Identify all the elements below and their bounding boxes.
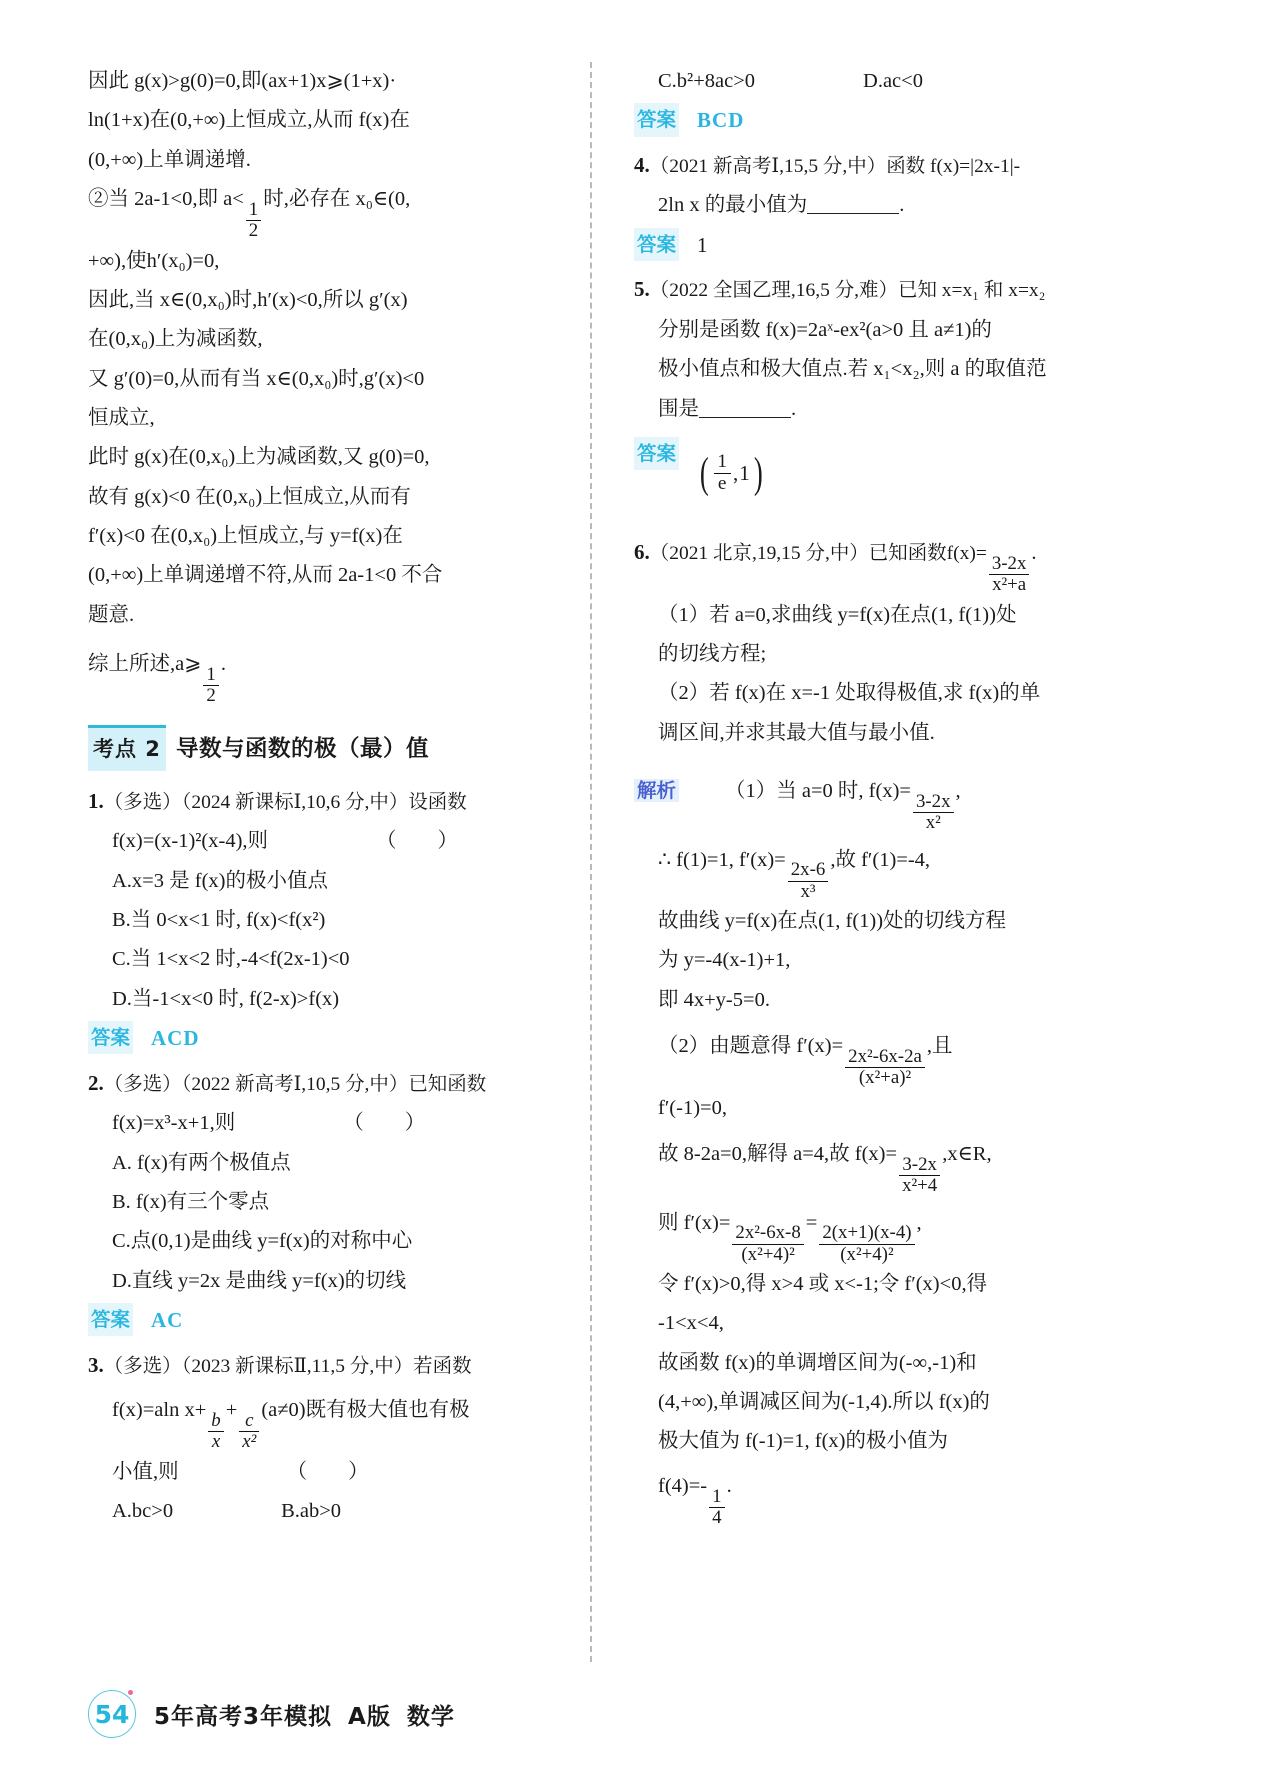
question-6-sub2: （2）若 f(x)在 x=-1 处取得极值,求 f(x)的单 xyxy=(658,682,1041,705)
fraction-one-fourth: $\frac{1}{4}$ xyxy=(709,1487,724,1529)
question-2-stem xyxy=(88,1104,558,1143)
right-paren: ) xyxy=(753,449,764,497)
question-1-option-b: B.当 0<x<1 时, f(x)<f(x²) xyxy=(112,909,326,932)
interval-tail: ,1 xyxy=(733,460,751,485)
stem-period: . xyxy=(899,194,905,217)
solution-line-s5: 即 4x+y-5=0. xyxy=(658,988,770,1011)
conclusion-prefix: 综上所述,a⩾ xyxy=(88,653,202,676)
question-number: 4. xyxy=(634,153,650,178)
solution-text-end: ,x∈R, xyxy=(942,1143,992,1165)
answer-value: AC xyxy=(151,1308,184,1333)
question-1-stem xyxy=(88,822,558,861)
solution-text: 故 8-2a=0,解得 a=4,故 f(x)= xyxy=(658,1143,898,1165)
question-6-source-line xyxy=(634,526,1104,596)
answer-label: 答案 xyxy=(634,228,679,261)
fraction-derivative-general: $\frac{\text{2x²-6x-2a}}{\text{(x²+a)²}}$ xyxy=(845,1047,925,1089)
solution-line: 此时 g(x)在(0,x₀)上为减函数,又 g(0)=0, xyxy=(88,446,430,469)
solution-line: 在(0,x₀)上为减函数, xyxy=(88,328,263,351)
answer-value: 1 xyxy=(697,232,709,257)
case2-prefix: ②当 2a-1<0,即 a< xyxy=(88,188,244,211)
solution-line: f′(x)<0 在(0,x₀)上恒成立,与 y=f(x)在 xyxy=(88,525,403,548)
question-6-sub1: （1）若 a=0,求曲线 y=f(x)在点(1, f(1))处 xyxy=(658,603,1017,626)
right-column xyxy=(614,62,1104,1662)
section-heading-kaodian-2 xyxy=(88,725,558,771)
conclusion-suffix: . xyxy=(220,653,226,676)
footer-text xyxy=(154,1698,455,1731)
source-suffix: . xyxy=(1031,542,1037,565)
question-6-sub1-cont: 的切线方程; xyxy=(658,642,767,665)
solution-text: f(4)=- xyxy=(658,1474,708,1497)
kaodian-title: 导数与函数的极（最）值 xyxy=(175,735,429,762)
question-5-line4 xyxy=(634,390,1104,429)
solution-line-s15 xyxy=(634,1462,1104,1529)
stem-plus: + xyxy=(225,1399,238,1422)
solution-line-s6 xyxy=(634,1020,1104,1089)
fraction-half: $\frac{1}{2}$ xyxy=(203,665,218,707)
question-5-line3: 极小值点和极大值点.若 x₁<x₂,则 a 的取值范 xyxy=(658,358,1047,381)
question-3-source-line xyxy=(88,1345,558,1386)
fill-in-blank[interactable] xyxy=(807,213,899,214)
answer-value: ACD xyxy=(151,1026,200,1051)
left-paren: ( xyxy=(699,449,710,497)
solution-line-s3: 故曲线 y=f(x)在点(1, f(1))处的切线方程 xyxy=(658,910,1007,933)
solution-text-end: . xyxy=(726,1474,732,1497)
question-source: （2021 北京,19,15 分,中）已知函数f(x)= xyxy=(649,543,987,565)
question-3-answer xyxy=(634,103,1104,139)
stem-text: 2ln x 的最小值为 xyxy=(658,194,808,217)
solution-line: 恒成立, xyxy=(88,407,155,430)
solution-line: 因此,当 x∈(0,x₀)时,h′(x)<0,所以 g′(x) xyxy=(88,288,408,311)
solution-line: (0,+∞)上单调递增. xyxy=(88,148,251,171)
book-title: 5年高考3年模拟 xyxy=(154,1703,333,1730)
solution-line: ln(1+x)在(0,+∞)上恒成立,从而 f(x)在 xyxy=(88,109,410,132)
solution-line-s12: 故函数 f(x)的单调增区间为(-∞,-1)和 xyxy=(658,1351,977,1374)
question-2-answer xyxy=(88,1303,558,1339)
fraction-3-2x-over-x2-plus-4: $\frac{3-2x}{\text{x²+4}}$ xyxy=(899,1155,940,1197)
fraction-2x-6-over-x3: $\frac{2x-6}{\text{x³}}$ xyxy=(788,860,829,902)
stem-period: . xyxy=(791,397,797,420)
solution-line: (0,+∞)上单调递增不符,从而 2a-1<0 不合 xyxy=(88,564,443,587)
stem-prefix: f(x)=aln x+ xyxy=(112,1399,207,1422)
solution-text-end: ,故 f′(1)=-4, xyxy=(830,848,931,871)
stem-text: f(x)=(x-1)²(x-4),则 xyxy=(112,830,269,853)
question-2-option-b: B. f(x)有三个零点 xyxy=(112,1190,270,1213)
book-edition: A版 xyxy=(348,1703,391,1730)
question-source: （多选）（2023 新课标Ⅱ,11,5 分,中）若函数 xyxy=(103,1355,472,1377)
question-5-answer xyxy=(634,437,1104,510)
solution-line-s7: f′(-1)=0, xyxy=(658,1096,727,1119)
question-source: （2022 全国乙理,16,5 分,难）已知 x=x₁ 和 x=x₂ xyxy=(649,280,1046,302)
question-number: 6. xyxy=(634,540,650,565)
solution-line: +∞),使h′(x₀)=0, xyxy=(88,249,220,272)
question-1-option-c: C.当 1<x<2 时,-4<f(2x-1)<0 xyxy=(112,948,350,971)
solution-line: 又 g′(0)=0,从而有当 x∈(0,x₀)时,g′(x)<0 xyxy=(88,367,425,390)
solution-text-end: , xyxy=(916,1211,922,1234)
answer-value: BCD xyxy=(697,108,745,133)
question-6-sub2-cont: 调区间,并求其最大值与最小值. xyxy=(658,721,935,744)
solution-line-s4: 为 y=-4(x-1)+1, xyxy=(658,949,791,972)
case2-suffix: 时,必存在 x₀∈(0, xyxy=(263,188,411,211)
solution-line-s14: 极大值为 f(-1)=1, f(x)的极小值为 xyxy=(658,1430,948,1453)
solution-line: 题意. xyxy=(88,603,135,626)
question-1-option-d: D.当-1<x<0 时, f(2-x)>f(x) xyxy=(112,987,340,1010)
question-3-options-row-2 xyxy=(634,62,1104,101)
question-3-options-row-1 xyxy=(88,1492,558,1531)
solution-first-line xyxy=(634,765,1104,834)
fraction-b-over-x: $\frac{b}{x}$ xyxy=(208,1411,223,1453)
question-number: 2. xyxy=(88,1070,104,1095)
question-source: （多选）（2024 新课标Ⅰ,10,6 分,中）设函数 xyxy=(103,792,467,814)
fraction-half: $\frac{1}{2}$ xyxy=(246,200,261,242)
question-source: （2021 新高考Ⅰ,15,5 分,中）函数 f(x)=|2x-1|- xyxy=(649,156,1021,178)
fraction-3-2x-over-x2: $\frac{3-2x}{\text{x²}}$ xyxy=(913,792,954,834)
solution-line-s11: -1<x<4, xyxy=(658,1312,724,1335)
solution-line-s2 xyxy=(634,834,1104,903)
question-3-option-c: C.b²+8ac>0 xyxy=(658,70,756,92)
question-5-source-line xyxy=(634,269,1104,310)
answer-label: 答案 xyxy=(634,437,679,470)
question-3-stem xyxy=(88,1386,558,1453)
question-1-option-a: A.x=3 是 f(x)的极小值点 xyxy=(112,869,328,892)
solution-line-s9 xyxy=(634,1197,1104,1266)
solution-text-end: , xyxy=(955,780,961,803)
fraction-one-over-e: $\frac{1}{e}$ xyxy=(714,452,731,495)
solution-text: ∴ f(1)=1, f′(x)= xyxy=(658,848,786,871)
question-2-option-a: A. f(x)有两个极值点 xyxy=(112,1151,291,1174)
stem-text: 围是 xyxy=(658,397,699,420)
question-3-option-a: A.bc>0 xyxy=(112,1499,174,1522)
question-number: 1. xyxy=(88,789,104,814)
question-2-option-d: D.直线 y=2x 是曲线 y=f(x)的切线 xyxy=(112,1269,407,1292)
fraction-c-over-x-squared: $\frac{c}{\text{x²}}$ xyxy=(239,1411,259,1453)
question-5-line2: 分别是函数 f(x)=2aˣ-ex²(a>0 且 a≠1)的 xyxy=(658,318,992,341)
solution-text: （2）由题意得 f′(x)= xyxy=(658,1035,844,1058)
solution-line: 因此 g(x)>g(0)=0,即(ax+1)x⩾(1+x)· xyxy=(88,70,397,92)
question-3-option-b: B.ab>0 xyxy=(281,1499,342,1522)
answer-parentheses: （ ） xyxy=(286,1460,369,1483)
stem-text: f(x)=x³-x+1,则 xyxy=(112,1112,236,1135)
solution-line-s10: 令 f′(x)>0,得 x>4 或 x<-1;令 f′(x)<0,得 xyxy=(658,1273,988,1296)
page-footer xyxy=(88,1690,455,1738)
two-column-layout xyxy=(88,62,1188,1662)
fill-in-blank[interactable] xyxy=(699,417,791,418)
answer-label: 答案 xyxy=(88,1303,133,1336)
fraction-function-def: $\frac{3-2x}{\text{x²+a}}$ xyxy=(989,554,1030,596)
decorative-dot xyxy=(128,1690,133,1695)
solution-text: （1）当 a=0 时, f(x)= xyxy=(725,780,911,803)
left-column xyxy=(88,62,582,1662)
question-2-option-c: C.点(0,1)是曲线 y=f(x)的对称中心 xyxy=(112,1230,413,1253)
answer-value-interval xyxy=(697,437,766,510)
page-number-text: 54 xyxy=(94,1699,130,1729)
kaodian-tag: 考点 2 xyxy=(88,725,166,771)
question-1-answer xyxy=(88,1021,558,1057)
solution-label: 解析 xyxy=(634,779,679,802)
solution-line: 故有 g(x)<0 在(0,x₀)上恒成立,从而有 xyxy=(88,485,411,508)
answer-parentheses: （ ） xyxy=(343,1112,426,1135)
stem-suffix: (a≠0)既有极大值也有极 xyxy=(261,1399,470,1422)
answer-label: 答案 xyxy=(88,1021,133,1054)
solution-text-end: ,且 xyxy=(926,1035,953,1058)
question-number: 3. xyxy=(88,1352,104,1377)
page-number-badge xyxy=(88,1690,136,1738)
solution-line-s8 xyxy=(634,1128,1104,1197)
column-divider xyxy=(590,62,592,1662)
question-3-option-d: D.ac<0 xyxy=(863,70,923,92)
fraction-derivative-expanded: $\frac{\text{2x²-6x-8}}{\text{(x²+4)²}}$ xyxy=(732,1223,803,1265)
solution-line-case2 xyxy=(88,180,558,242)
question-1-source-line xyxy=(88,781,558,822)
solution-line-s13: (4,+∞),单调减区间为(-1,4).所以 f(x)的 xyxy=(658,1391,990,1414)
answer-parentheses: （ ） xyxy=(376,830,459,853)
question-4-answer xyxy=(634,228,1104,264)
question-4-source-line xyxy=(634,145,1104,186)
stem-text-2: 小值,则 xyxy=(112,1460,179,1483)
question-4-stem-line2 xyxy=(634,186,1104,225)
solution-conclusion xyxy=(88,645,558,707)
question-3-stem-line2 xyxy=(88,1453,558,1492)
equals-sign: = xyxy=(805,1211,818,1234)
fraction-derivative-factored: $\frac{2(x+1)(x-4)}{\text{(x²+4)²}}$ xyxy=(819,1223,914,1265)
book-subject: 数学 xyxy=(406,1703,455,1730)
solution-text: 则 f′(x)= xyxy=(658,1211,731,1234)
answer-label: 答案 xyxy=(634,103,679,136)
question-2-source-line xyxy=(88,1063,558,1104)
question-number: 5. xyxy=(634,277,650,302)
question-source: （多选）（2022 新高考Ⅰ,10,5 分,中）已知函数 xyxy=(103,1073,487,1095)
